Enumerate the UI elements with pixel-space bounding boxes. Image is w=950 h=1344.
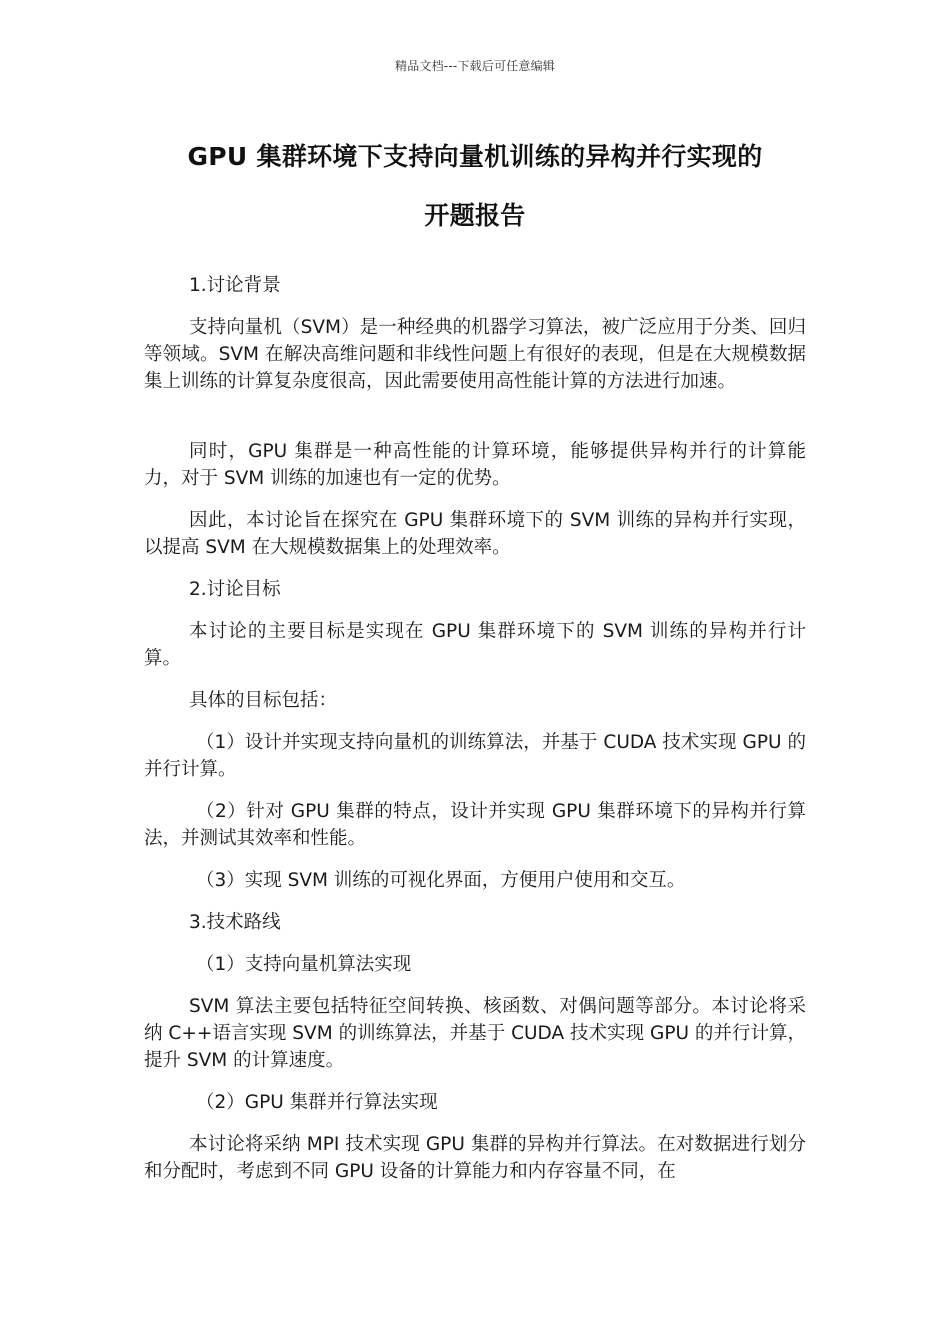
title-line-2: 开题报告 <box>424 201 526 230</box>
subheading-svm-algorithm: （1）支持向量机算法实现 <box>196 954 412 975</box>
subheading-gpu-cluster-algorithm: （2）GPU 集群并行算法实现 <box>196 1092 438 1113</box>
paragraph-svm-algorithm: SVM 算法主要包括特征空间转换、核函数、对偶问题等部分。本讨论将采纳 C++语言实现 SVM 的训练算法，并基于 CUDA 技术实现 GPU 的并行计算，提升 SVM 的计算速度。 <box>144 996 806 1071</box>
paragraph-mpi: 本讨论将采纳 MPI 技术实现 GPU 集群的异构并行算法。在对数据进行划分和分配时，考虑到不同 GPU 设备的计算能力和内存容量不同，在 <box>144 1134 806 1182</box>
page-header: 精品文档---下载后可任意编辑 <box>395 59 555 73</box>
paragraph-main-goal: 本讨论的主要目标是实现在 GPU 集群环境下的 SVM 训练的异构并行计算。 <box>144 621 806 669</box>
paragraph-svm-intro: 支持向量机（SVM）是一种经典的机器学习算法，被广泛应用于分类、回归等领域。SVM 在解决高维问题和非线性问题上有很好的表现，但是在大规模数据集上训练的计算复杂度很高，因此需要使用高性能计算的方法进行加速。 <box>144 317 806 392</box>
paragraph-gpu-cluster: 同时，GPU 集群是一种高性能的计算环境，能够提供异构并行的计算能力，对于 SVM 训练的加速也有一定的优势。 <box>144 441 806 489</box>
list-item-goal-3: （3）实现 SVM 训练的可视化界面，方便用户使用和交互。 <box>196 870 686 891</box>
list-item-goal-1: （1）设计并实现支持向量机的训练算法，并基于 CUDA 技术实现 GPU 的并行计算。 <box>144 732 806 780</box>
list-item-goal-2: （2）针对 GPU 集群的特点，设计并实现 GPU 集群环境下的异构并行算法，并测试其效率和性能。 <box>144 801 806 849</box>
section-heading-tech-route: 3.技术路线 <box>189 912 281 933</box>
title-line-1: GPU 集群环境下支持向量机训练的异构并行实现的 <box>187 142 763 171</box>
section-heading-goals: 2.讨论目标 <box>189 579 281 600</box>
paragraph-specific-goals: 具体的目标包括： <box>189 690 338 711</box>
section-heading-background: 1.讨论背景 <box>189 275 281 296</box>
paragraph-purpose: 因此，本讨论旨在探究在 GPU 集群环境下的 SVM 训练的异构并行实现，以提高 SVM 在大规模数据集上的处理效率。 <box>144 510 806 558</box>
